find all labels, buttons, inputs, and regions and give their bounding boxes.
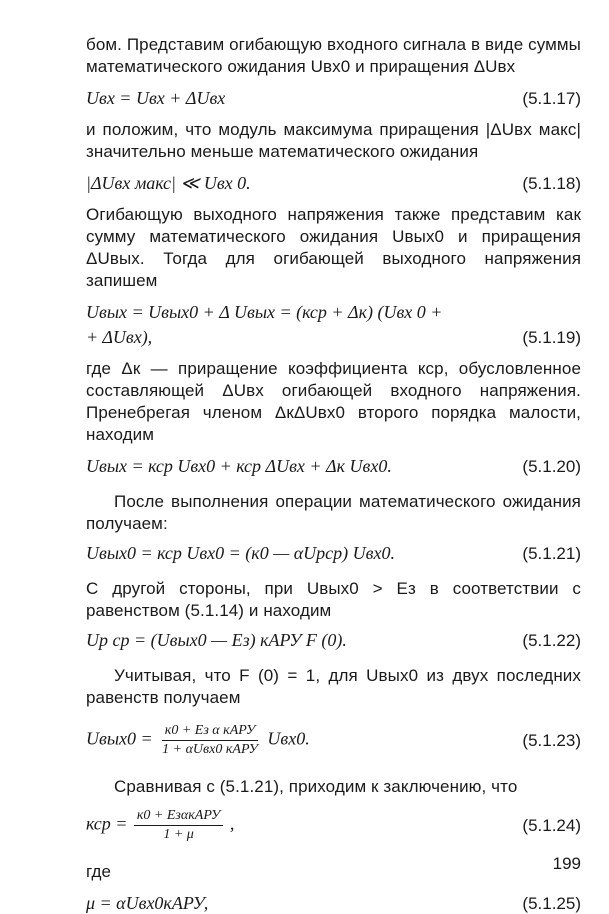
equation-5-1-19-line1 xyxy=(86,302,581,323)
paragraph-7: Учитывая, что F (0) = 1, для Uвых0 из двух последних равенств получаем xyxy=(86,666,581,707)
equation-formula: |ΔUвх макс| ≪ Uвх 0. xyxy=(86,173,251,193)
equation-number: (5.1.22) xyxy=(522,630,581,650)
equation-formula: μ = αUвх0кАРУ, xyxy=(86,893,209,913)
equation-rhs: , xyxy=(229,813,235,834)
page-number: 199 xyxy=(552,854,581,873)
equation-5-1-23 xyxy=(86,723,581,758)
equation-lhs: кср = xyxy=(86,813,128,834)
equation-5-1-20 xyxy=(86,456,581,477)
fraction-numerator: к0 + EзαкАРУ xyxy=(134,808,223,826)
paragraph-2: и положим, что модуль максимума приращения |ΔUвх макс| значительно меньше математического ожидания xyxy=(86,120,581,161)
equation-number: (5.1.23) xyxy=(522,730,581,750)
equation-number: (5.1.20) xyxy=(522,456,581,476)
equation-5-1-24 xyxy=(86,808,581,843)
equation-rhs: Uвх0. xyxy=(267,728,310,749)
paragraph-4: где Δк — приращение коэффициента кср, обусловленное составляющей ΔUвх огибающей входного напряжения. Пренебрегая членом ΔкΔUвх0 второго порядка малости, находим xyxy=(86,359,581,444)
equation-formula: Uвых = Uвых0 + Δ Uвых = (кср + Δк) (Uвх 0 + xyxy=(86,302,443,322)
paragraph-5: После выполнения операции математического ожидания получаем: xyxy=(86,492,581,533)
paragraph-8: Сравнивая с (5.1.21), приходим к заключению, что xyxy=(114,777,518,796)
equation-5-1-25 xyxy=(86,893,581,914)
equation-formula: Uвх = Uвх + ΔUвх xyxy=(86,88,226,108)
equation-number: (5.1.21) xyxy=(522,543,581,563)
paragraph-9: где xyxy=(86,862,112,881)
equation-number: (5.1.18) xyxy=(522,173,581,193)
equation-number: (5.1.24) xyxy=(522,815,581,835)
equation-formula xyxy=(86,723,581,758)
fraction xyxy=(134,808,223,843)
paragraph-6: С другой стороны, при Uвых0 > Eз в соответствии с равенством (5.1.14) и находим xyxy=(86,579,581,620)
equation-formula: + ΔUвх), xyxy=(86,327,153,347)
equation-formula: Uвых0 = кср Uвх0 = (к0 — αUрср) Uвх0. xyxy=(86,543,395,563)
equation-number: (5.1.17) xyxy=(522,88,581,108)
equation-formula: Uвых = кср Uвх0 + кср ΔUвх + Δк Uвх0. xyxy=(86,456,392,476)
paragraph-1: бом. Представим огибающую входного сигнала в виде суммы математического ожидания Uвх0 и приращения ΔUвх xyxy=(86,35,581,76)
equation-lhs: Uвых0 = xyxy=(86,728,153,749)
paragraph-3: Огибающую выходного напряжения также представим как сумму математического ожидания Uвых0 и приращения ΔUвых. Тогда для огибающей выходного напряжения запишем xyxy=(86,205,581,290)
equation-formula: Uр ср = (Uвых0 — Eз) кАРУ F (0). xyxy=(86,630,347,650)
fraction-denominator: 1 + αUвх0 кАРУ xyxy=(162,742,258,757)
fraction-numerator: к0 + Eз α кАРУ xyxy=(162,723,258,741)
page-content xyxy=(86,34,581,914)
equation-5-1-19-line2 xyxy=(86,327,581,348)
equation-formula xyxy=(86,808,581,843)
equation-5-1-21 xyxy=(86,543,581,564)
equation-number: (5.1.19) xyxy=(522,327,581,347)
equation-number: (5.1.25) xyxy=(522,893,581,913)
equation-5-1-17 xyxy=(86,88,581,109)
equation-5-1-18 xyxy=(86,173,581,194)
equation-5-1-22 xyxy=(86,630,581,651)
fraction xyxy=(159,723,261,758)
fraction-denominator: 1 + μ xyxy=(163,827,194,842)
